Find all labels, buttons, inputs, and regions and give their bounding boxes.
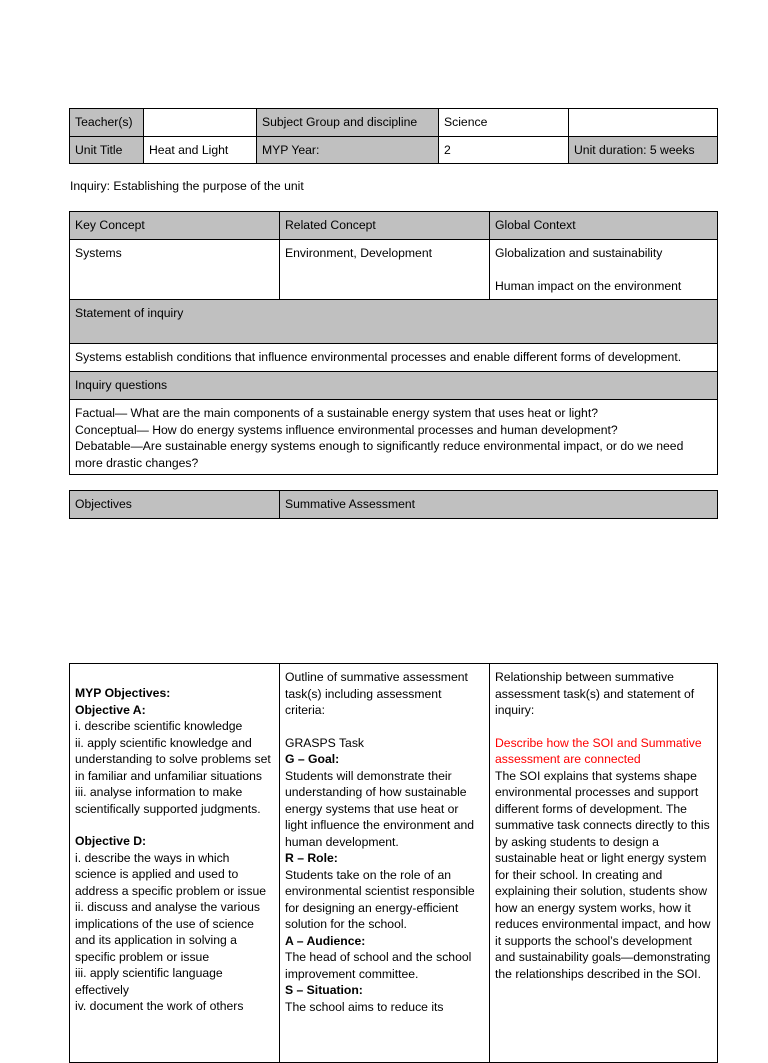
objective-a-heading: Objective A: [75,702,146,717]
related-concept-value: Environment, Development [280,240,490,300]
key-concept-value: Systems [70,240,280,300]
objective-d-i: i. describe the ways in which science is applied and used to address a specific problem or issue [75,850,267,898]
summative-assessment-label: Summative Assessment [280,491,718,519]
grasps-title: GRASPS Task [285,735,365,750]
teacher-value [144,109,257,137]
unit-info-table [69,108,718,164]
summative-task-cell [280,664,490,1063]
inquiry-questions [70,400,718,475]
role-text: Students take on the role of an environmental scientist responsible for designing an energy-efficient solution for the school. [285,867,475,931]
situation-label: S – Situation: [285,983,363,997]
objective-a-iii: iii. analyse information to make scientifically supported judgments. [75,785,261,816]
factual-question: Factual— What are the main components of a sustainable energy system that uses heat or light? [75,406,598,420]
debatable-question: Debatable—Are sustainable energy systems enough to significantly reduce environmental impact, or do we need more drastic changes? [75,439,684,470]
role-label: R – Role: [285,851,338,865]
subject-group-value: Science [439,109,569,137]
audience-label: A – Audience: [285,933,366,948]
concept-table [69,211,718,475]
unit-title-label: Unit Title [70,136,144,164]
global-context-value [490,240,718,300]
relationship-explanation: The SOI explains that systems shape environmental processes and support different forms of development. The summative task connects directly to this by asking students to design a sustainable heat or light energy system for their school. In creating and explaining their solution, students show how an energy system works, how it reduces environmental impact, and how it supports the school’s development and sustainability goals—demonstrating the relationships described in the SOI. [495,768,711,981]
myp-objectives-heading: MYP Objectives: [75,686,171,700]
teacher-label: Teacher(s) [70,109,144,137]
inquiry-questions-label: Inquiry questions [70,372,718,400]
soi-relationship-cell [490,664,718,1063]
goal-text: Students will demonstrate their understanding of how sustainable energy systems that use heat or light influence the environment and human development. [285,768,475,849]
objectives-table [69,663,718,1063]
objectives-label: Objectives [70,491,280,519]
conceptual-question: Conceptual— How do energy systems influence environmental processes and human development? [75,422,618,437]
myp-objectives-cell [70,664,280,1063]
unit-duration: Unit duration: 5 weeks [569,136,718,164]
objective-a-ii: ii. apply scientific knowledge and understanding to solve problems set in familiar and unfamiliar situations [75,735,271,783]
objective-d-heading: Objective D: [75,834,147,848]
inquiry-heading: Inquiry: Establishing the purpose of the unit [70,179,304,193]
empty-cell [569,109,718,137]
soi-label: Statement of inquiry [70,300,718,344]
objective-d-iii: iii. apply scientific language effectively [75,966,223,997]
global-context-label: Global Context [490,212,718,240]
global-context-2: Human impact on the environment [495,278,682,293]
myp-year-value: 2 [439,136,569,164]
key-concept-label: Key Concept [70,212,280,240]
situation-text: The school aims to reduce its [285,999,444,1014]
objective-d-iv: iv. document the work of others [75,999,244,1013]
myp-year-label: MYP Year: [257,136,439,164]
audience-text: The head of school and the school improvement committee. [285,950,472,981]
global-context-1: Globalization and sustainability [495,246,663,260]
related-concept-label: Related Concept [280,212,490,240]
objective-d-ii: ii. discuss and analyse the various implications of the use of science and its application in solving a specific problem or issue [75,900,260,964]
goal-label: G – Goal: [285,752,340,766]
subject-group-label: Subject Group and discipline [257,109,439,137]
relationship-heading: Relationship between summative assessment task(s) and statement of inquiry: [495,670,695,717]
unit-title-value: Heat and Light [144,136,257,164]
relationship-instruction: Describe how the SOI and Summative assessment are connected [495,735,702,766]
soi-text: Systems establish conditions that influence environmental processes and enable different forms of development. [70,344,718,372]
objective-a-i: i. describe scientific knowledge [75,719,243,733]
summative-outline: Outline of summative assessment task(s) including assessment criteria: [285,670,468,717]
objectives-header-table [69,490,718,519]
